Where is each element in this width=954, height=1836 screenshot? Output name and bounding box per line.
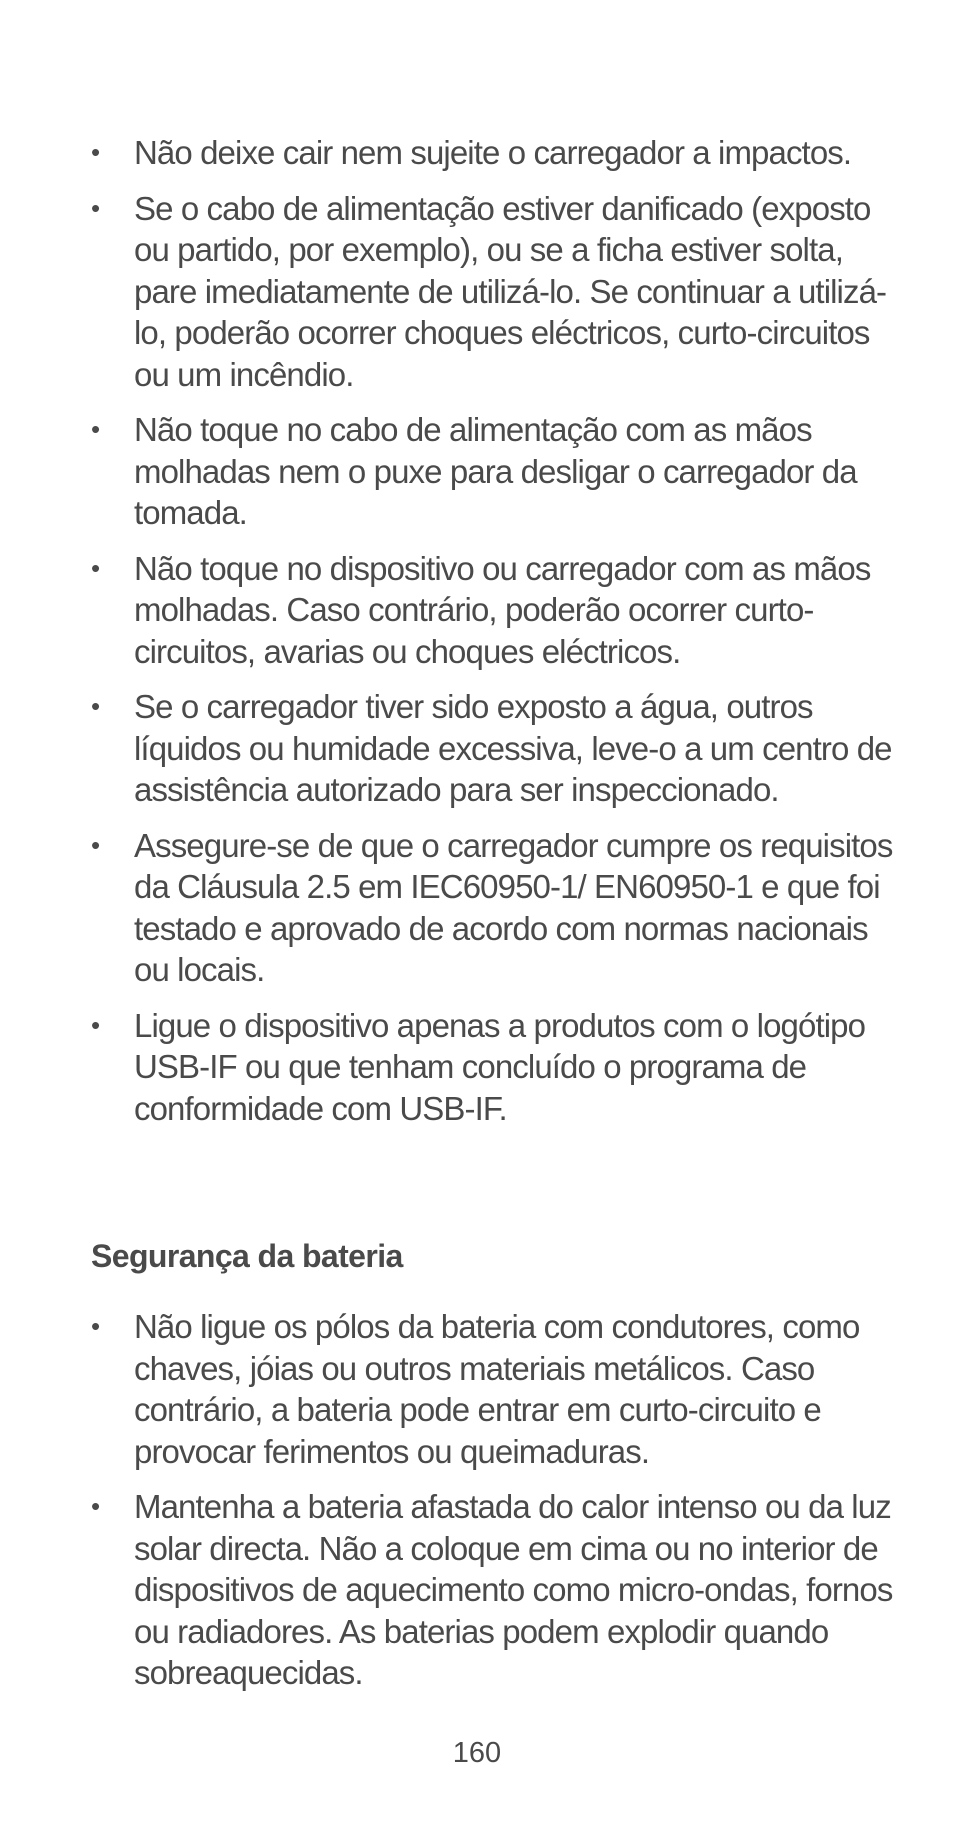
list-item <box>0 1306 954 1472</box>
list-item <box>0 825 954 991</box>
list-item-text: Mantenha a bateria afastada do calor intenso ou da luz solar directa. Não a coloque em cima ou no interior de dispositivos de aquecimento como micro-ondas, fornos ou radiadores. As baterias podem explodir quando sobreaquecidas. <box>134 1488 893 1691</box>
bullet-icon: • <box>91 1491 100 1521</box>
list-item <box>0 1005 954 1130</box>
section-heading: Segurança da bateria <box>91 1238 403 1274</box>
list-item <box>0 409 954 534</box>
bullet-icon: • <box>91 137 100 167</box>
bullet-icon: • <box>91 552 100 583</box>
list-item-text: Não toque no dispositivo ou carregador com as mãos molhadas. Caso contrário, poderão ocorrer curto-circuitos, avarias ou choques eléctricos. <box>134 549 871 670</box>
bullet-icon: • <box>91 1311 100 1341</box>
list-item-text: Não toque no cabo de alimentação com as mãos molhadas nem o puxe para desligar o carregador da tomada. <box>134 411 857 531</box>
list-item <box>0 686 954 811</box>
list-item-text: Ligue o dispositivo apenas a produtos com o logótipo USB-IF ou que tenham concluído o programa de conformidade com USB-IF. <box>134 1006 866 1127</box>
bullet-icon: • <box>91 691 100 721</box>
list-item-text: Se o cabo de alimentação estiver danificado (exposto ou partido, por exemplo), ou se a ficha estiver solta, pare imediatamente de utilizá-lo. Se continuar a utilizá-lo, poderão ocorrer choques eléctricos, curto-circuitos ou um incêndio. <box>134 189 887 393</box>
list-item <box>0 188 954 396</box>
list-item <box>0 1486 954 1694</box>
page-number: 160 <box>452 1737 502 1769</box>
bullet-icon: • <box>91 192 100 223</box>
list-item-text: Se o carregador tiver sido exposto a água, outros líquidos ou humidade excessiva, leve-o a um centro de assistência autorizado para ser inspeccionado. <box>134 688 892 808</box>
list-item-text: Não ligue os pólos da bateria com condutores, como chaves, jóias ou outros materiais metálicos. Caso contrário, a bateria pode entrar em curto-circuito e provocar ferimentos ou queimaduras. <box>134 1308 860 1470</box>
charger-safety-list <box>0 132 954 1143</box>
list-item <box>0 548 954 673</box>
bullet-icon: • <box>91 829 100 860</box>
bullet-icon: • <box>91 1009 100 1040</box>
battery-safety-list <box>0 1306 954 1708</box>
bullet-icon: • <box>91 414 100 444</box>
list-item-text: Não deixe cair nem sujeite o carregador a impactos. <box>134 134 852 171</box>
list-item <box>0 132 954 174</box>
list-item-text: Assegure-se de que o carregador cumpre os requisitos da Cláusula 2.5 em IEC60950-1/ EN60950-1 e que foi testado e aprovado de acordo com normas nacionais ou locais. <box>134 826 893 988</box>
